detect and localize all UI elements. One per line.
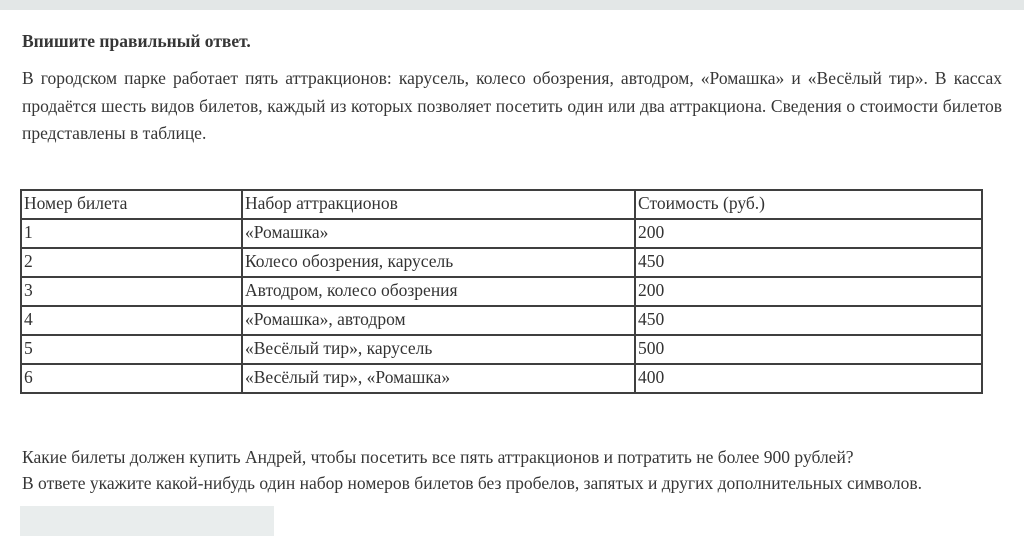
header-ticket-number: Номер билета xyxy=(21,190,242,219)
table-row xyxy=(21,335,982,364)
question-block xyxy=(22,444,1002,496)
price-cell: 450 xyxy=(635,306,982,335)
attractions-cell: «Весёлый тир», карусель xyxy=(242,335,635,364)
price-cell: 200 xyxy=(635,277,982,306)
header-cost: Стоимость (руб.) xyxy=(635,190,982,219)
problem-description: В городском парке работает пять аттракционов: карусель, колесо обозрения, автодром, «Ромашка» и «Весёлый тир». В кассах продаётся шесть видов билетов, каждый из которых позволяет посетить один или два аттракциона. Сведения о стоимости билетов представлены в таблице. xyxy=(22,68,1002,143)
table-row xyxy=(21,364,982,393)
ticket-number-cell: 1 xyxy=(21,219,242,248)
header-attractions-set: Набор аттракционов xyxy=(242,190,635,219)
attractions-cell: Автодром, колесо обозрения xyxy=(242,277,635,306)
top-bar xyxy=(0,0,1024,10)
ticket-number-cell: 3 xyxy=(21,277,242,306)
question-text: Какие билеты должен купить Андрей, чтобы посетить все пять аттракционов и потратить не более 900 рублей? xyxy=(22,446,854,467)
tickets-table xyxy=(20,189,983,394)
price-cell: 450 xyxy=(635,248,982,277)
table-header-row xyxy=(21,190,982,219)
attractions-cell: «Ромашка», автодром xyxy=(242,306,635,335)
table-row xyxy=(21,219,982,248)
price-cell: 200 xyxy=(635,219,982,248)
page-title: Впишите правильный ответ. xyxy=(22,31,251,51)
price-cell: 500 xyxy=(635,335,982,364)
attractions-cell: «Весёлый тир», «Ромашка» xyxy=(242,364,635,393)
table-row xyxy=(21,248,982,277)
answer-input[interactable] xyxy=(20,506,274,536)
ticket-number-cell: 6 xyxy=(21,364,242,393)
ticket-number-cell: 5 xyxy=(21,335,242,364)
table-row xyxy=(21,306,982,335)
attractions-cell: «Ромашка» xyxy=(242,219,635,248)
ticket-number-cell: 4 xyxy=(21,306,242,335)
price-cell: 400 xyxy=(635,364,982,393)
ticket-number-cell: 2 xyxy=(21,248,242,277)
answer-instruction: В ответе укажите какой-нибудь один набор номеров билетов без пробелов, запятых и других дополнительных символов. xyxy=(22,472,922,493)
content-area xyxy=(0,31,1024,536)
table-row xyxy=(21,277,982,306)
attractions-cell: Колесо обозрения, карусель xyxy=(242,248,635,277)
